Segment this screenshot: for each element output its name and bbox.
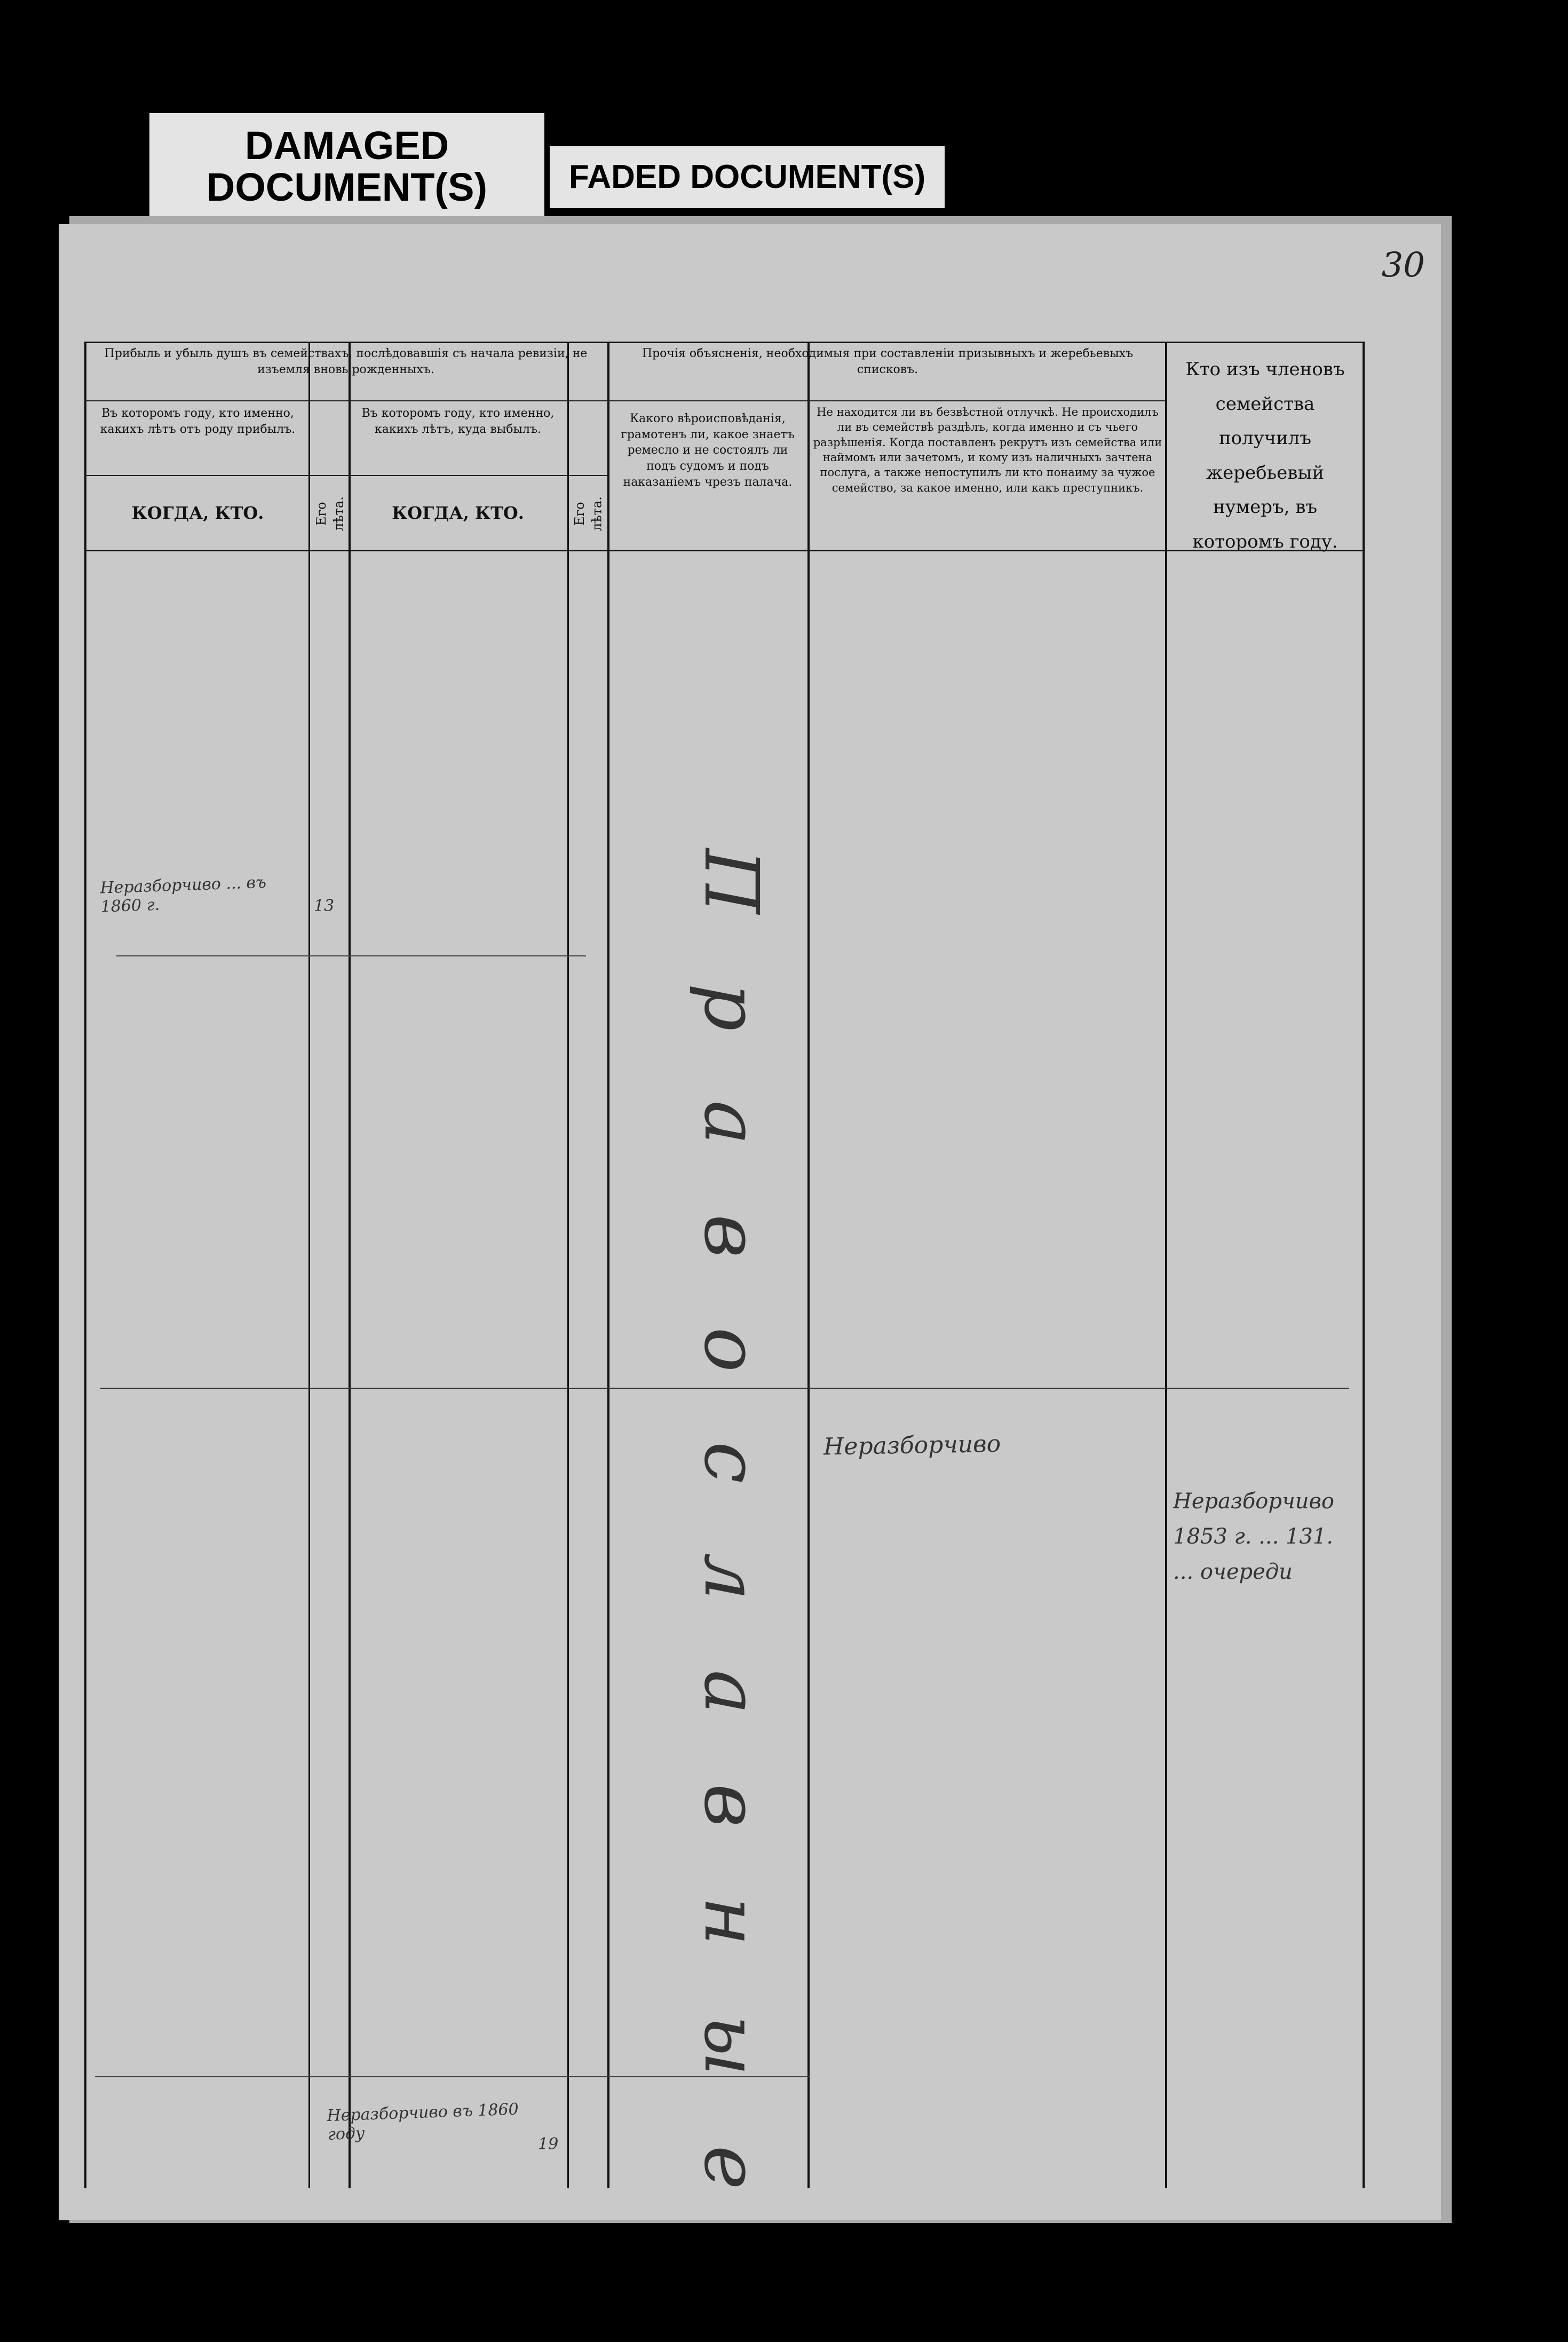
rule-absence	[807, 342, 810, 2188]
register-table	[84, 342, 1381, 2259]
rule-departed	[349, 342, 351, 2188]
rule-group1	[84, 400, 607, 401]
rule-lot	[1165, 342, 1167, 2188]
header-arrived: Въ которомъ году, кто именно, какихъ лѣтъ отъ роду прибылъ.	[100, 407, 296, 436]
rule-left	[84, 342, 86, 2188]
handwritten-departure-entry: Неразборчиво въ 1860 году	[326, 2100, 519, 2144]
rule-age1	[308, 342, 310, 2188]
rule-religion	[607, 342, 609, 2188]
handwritten-arrival-entry: Неразборчиво ... въ 1860 г.	[99, 873, 267, 916]
rule-right	[1363, 342, 1365, 2188]
handwritten-departure-age: 19	[538, 2135, 559, 2154]
header-when-who-2: КОГДА, КТО.	[392, 503, 524, 523]
rule-group2	[607, 400, 1165, 401]
header-age-1: Его лѣта.	[314, 496, 346, 531]
header-age-2: Его лѣта.	[572, 496, 605, 531]
handwritten-absence-entry: Неразборчиво	[823, 1430, 1001, 1461]
handwritten-arrival-age: 13	[314, 897, 335, 915]
handwritten-religion-vertical: Православные	[687, 849, 774, 2259]
rule-age2	[567, 342, 569, 2188]
rule-top	[84, 342, 1365, 343]
header-absence: Не находится ли въ безвѣстной отлучкѣ. Не происходилъ ли въ семействѣ раздѣлъ, когда именно и съ чьего разрѣшенія. Когда поставленъ рекрутъ изъ семейства или наймомъ или зачетомъ, и кому изъ наличныхъ зачтена послуга, а также непоступилъ ли кто понаиму за чужое семейство, за какое именно, или какъ преступникъ.	[813, 406, 1162, 494]
rule-entry1	[116, 955, 586, 956]
register-sheet	[59, 224, 1441, 2259]
rule-subhead	[84, 475, 607, 476]
handwritten-lot-entry: Неразборчиво 1853 г. ... 131. ... очереди	[1173, 1489, 1334, 1584]
header-lot: Кто изъ членовъ семейства получилъ жеребьевый нумеръ, въ которомъ году.	[1185, 359, 1345, 552]
header-group1: Прибыль и убыль душъ въ семействахъ, послѣдовавшія съ начала ревизіи, не изъемля вновь рожденныхъ.	[104, 347, 588, 376]
header-group2: Прочія объясненія, необходимыя при составленіи призывныхъ и жеребьевыхъ списковъ.	[642, 347, 1134, 376]
header-religion: Какого вѣроисповѣданія, грамотенъ ли, какое знаетъ ремесло и не состоялъ ли подъ судомъ и подъ наказаніемъ чрезъ палача.	[621, 412, 795, 489]
folio-number: 30	[1381, 246, 1425, 285]
header-departed: Въ которомъ году, кто именно, какихъ лѣтъ, куда выбылъ.	[361, 407, 555, 436]
header-when-who-1: КОГДА, КТО.	[131, 503, 264, 523]
faded-document-stamp: FADED DOCUMENT(S)	[550, 146, 945, 208]
damaged-document-stamp: DAMAGED DOCUMENT(S)	[149, 113, 544, 220]
